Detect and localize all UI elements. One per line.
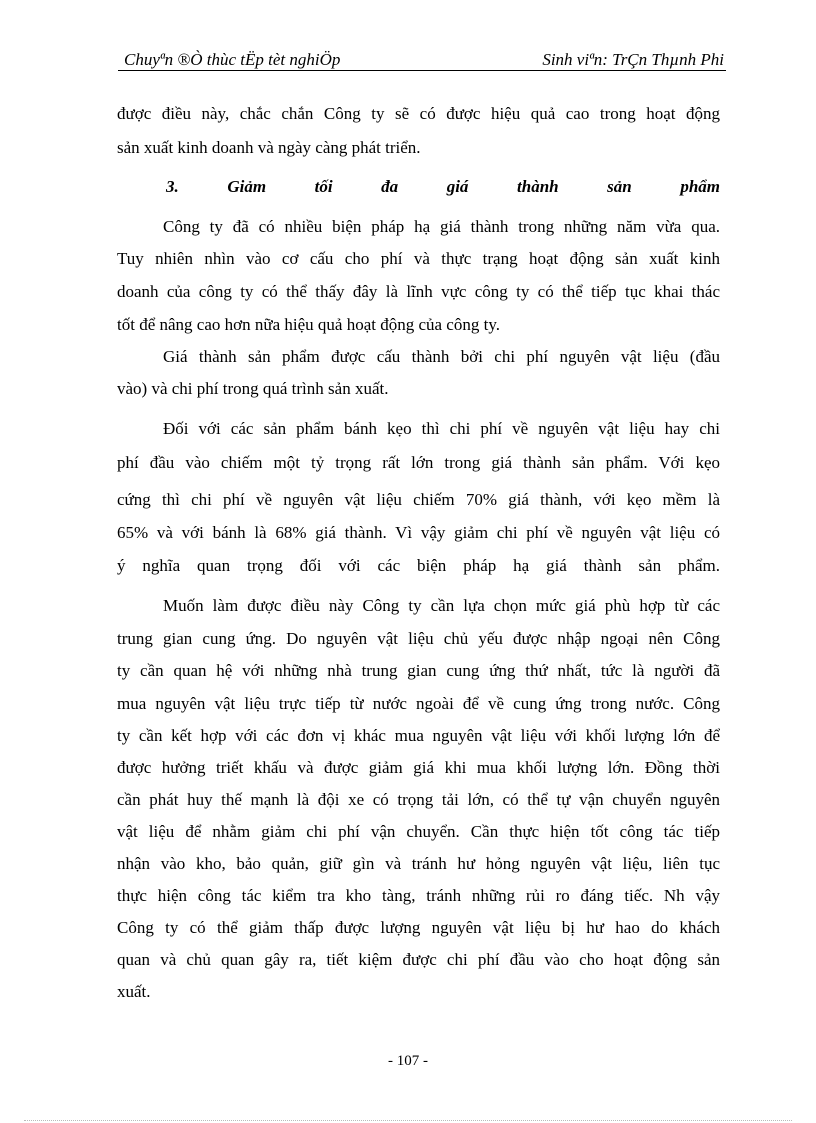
text-line: Đối với các sản phẩm bánh kẹo thì chi phí về nguyên vật liệu hay chi	[163, 419, 720, 438]
text-line: doanh của công ty có thể thấy đây là lĩnh vực công ty có thể tiếp tục khai thác	[117, 282, 720, 301]
text-line: phí đầu vào chiếm một tỷ trọng rất lớn trong giá thành sản phẩm. Với kẹo	[117, 453, 720, 472]
header-rule	[118, 70, 726, 71]
text-line: nhận vào kho, bảo quản, giữ gìn và tránh hư hỏng nguyên vật liệu, liên tục	[117, 854, 720, 873]
text-line: vật liệu để nhằm giảm chi phí vận chuyển. Cần thực hiện tốt công tác tiếp	[117, 822, 720, 841]
text-line: ty cần kết hợp với các đơn vị khác mua nguyên vật liệu với khối lượng lớn để	[117, 726, 720, 745]
page-number: - 107 -	[388, 1053, 428, 1069]
text-line: Giá thành sản phẩm được cấu thành bởi chi phí nguyên vật liệu (đầu	[163, 347, 720, 366]
text-line: trung gian cung ứng. Do nguyên vật liệu chủ yếu được nhập ngoại nên Công	[117, 629, 720, 648]
text-line: thực hiện công tác kiểm tra kho tàng, tránh những rủi ro đáng tiếc. Nh vậy	[117, 886, 720, 905]
text-line: cứng thì chi phí về nguyên vật liệu chiếm 70% giá thành, với kẹo mềm là	[117, 490, 720, 509]
text-line: được điều này, chắc chắn Công ty sẽ có được hiệu quả cao trong hoạt động	[117, 104, 720, 123]
text-line: tốt để nâng cao hơn nữa hiệu quả hoạt động của công ty.	[117, 315, 500, 334]
text-line: mua nguyên vật liệu trực tiếp từ nước ngoài để về cung ứng trong nước. Công	[117, 694, 720, 713]
text-line: Công ty có thể giảm thấp được lượng nguyên vật liệu bị hư hao do khách	[117, 918, 720, 937]
section-heading: 3. Giảm tối đa giá thành sản phẩm	[166, 177, 720, 196]
text-line: 65% và với bánh là 68% giá thành. Vì vậy giảm chi phí về nguyên vật liệu có	[117, 523, 720, 542]
text-line: vào) và chi phí trong quá trình sản xuất.	[117, 379, 389, 398]
text-line: ý nghĩa quan trọng đối với các biện pháp hạ giá thành sản phẩm.	[117, 556, 720, 575]
header-title: Chuyªn ®Ò thùc tËp tèt nghiÖp	[124, 50, 341, 69]
text-line: ty cần quan hệ với những nhà trung gian cung ứng thứ nhất, tức là người đã	[117, 661, 720, 680]
page-bottom-rule	[24, 1120, 792, 1121]
text-line: cần phát huy thế mạnh là đội xe có trọng tải lớn, có thể tự vận chuyển nguyên	[117, 790, 720, 809]
text-line: Muốn làm được điều này Công ty cần lựa chọn mức giá phù hợp từ các	[163, 596, 720, 615]
text-line: sản xuất kinh doanh và ngày càng phát triển.	[117, 138, 421, 157]
text-line: Tuy nhiên nhìn vào cơ cấu cho phí và thực trạng hoạt động sản xuất kinh	[117, 249, 720, 268]
text-line: Công ty đã có nhiều biện pháp hạ giá thành trong những năm vừa qua.	[163, 217, 720, 236]
text-line: được hưởng triết khấu và được giảm giá khi mua khối lượng lớn. Đồng thời	[117, 758, 720, 777]
header-author: Sinh viªn: TrÇn Thµnh Phi	[542, 50, 724, 69]
text-line: xuất.	[117, 982, 151, 1001]
text-line: quan và chủ quan gây ra, tiết kiệm được chi phí đầu vào cho hoạt động sản	[117, 950, 720, 969]
